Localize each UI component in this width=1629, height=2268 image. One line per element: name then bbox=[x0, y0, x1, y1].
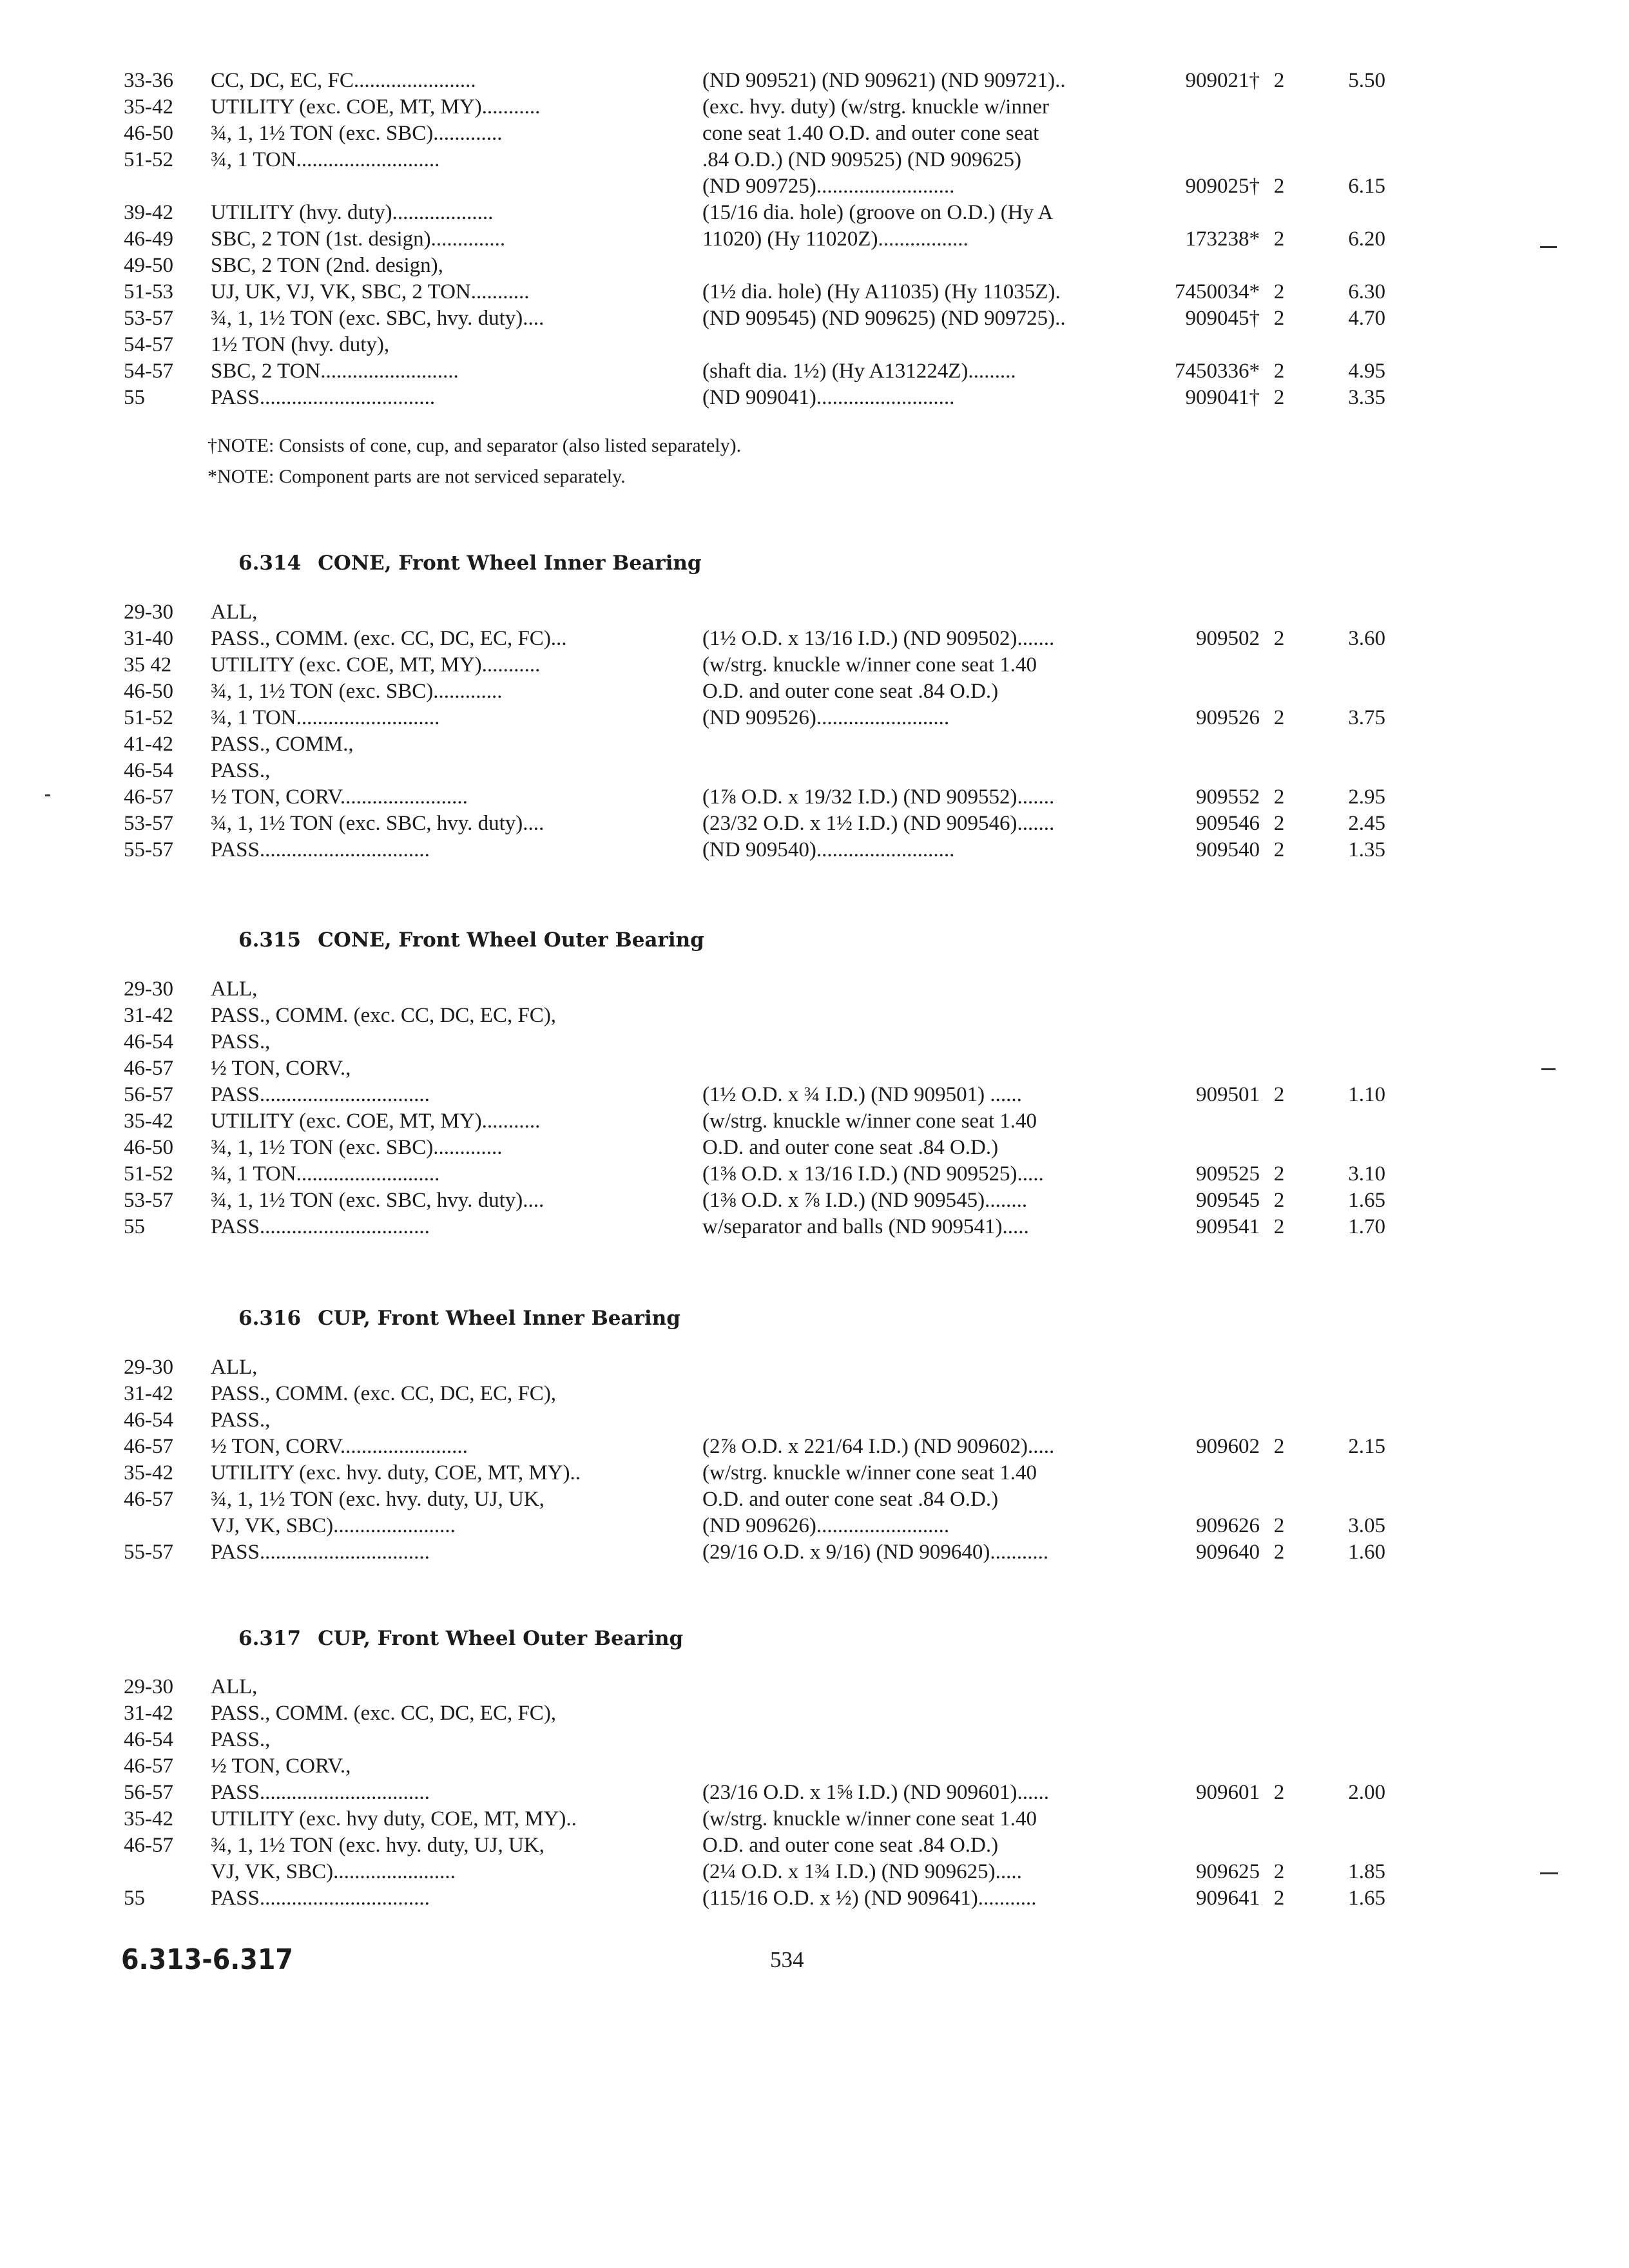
table-row bbox=[0, 1486, 1629, 1513]
model-cell: ½ TON, CORV., bbox=[211, 1754, 351, 1778]
model-cell: ¾, 1, 1½ TON (exc. hvy. duty, UJ, UK, bbox=[211, 1488, 545, 1511]
part-number: 909602 bbox=[1196, 1435, 1260, 1458]
parts-table-6-314 bbox=[0, 599, 1629, 863]
model-cell: ¾, 1, 1½ TON (exc. SBC, hvy. duty).... bbox=[211, 812, 545, 835]
quantity: 2 bbox=[1273, 838, 1285, 861]
parts-table-6-315 bbox=[0, 976, 1629, 1240]
year-range: 46-54 bbox=[124, 1728, 173, 1751]
model-cell: PASS................................. bbox=[211, 386, 436, 409]
year-range: 55 bbox=[124, 1887, 145, 1910]
description-cell: (w/strg. knuckle w/inner cone seat 1.40 bbox=[702, 1807, 1037, 1831]
model-cell: ¾, 1, 1½ TON (exc. hvy. duty, UJ, UK, bbox=[211, 1834, 545, 1857]
table-row bbox=[0, 758, 1629, 784]
year-range: 51-53 bbox=[124, 280, 173, 303]
table-notes bbox=[207, 430, 741, 492]
description-cell: .84 O.D.) (ND 909525) (ND 909625) bbox=[702, 148, 1021, 171]
model-cell: PASS................................ bbox=[211, 1083, 430, 1106]
year-range: 29-30 bbox=[124, 977, 173, 1001]
table-row bbox=[0, 1753, 1629, 1780]
part-number: 909045† bbox=[1185, 307, 1260, 330]
quantity: 2 bbox=[1273, 706, 1285, 729]
part-number: 909501 bbox=[1196, 1083, 1260, 1106]
description-cell: w/separator and balls (ND 909541)..... bbox=[702, 1215, 1029, 1238]
year-range: 46-50 bbox=[124, 1136, 173, 1159]
part-number: 7450034* bbox=[1175, 280, 1260, 303]
price: 5.50 bbox=[1348, 69, 1385, 92]
model-cell: PASS., bbox=[211, 1408, 271, 1432]
model-cell: ALL, bbox=[211, 601, 258, 624]
year-range: 46-50 bbox=[124, 122, 173, 145]
margin-mark bbox=[1540, 1872, 1558, 1874]
section-number: 6.317 bbox=[238, 1627, 302, 1650]
table-row bbox=[0, 1460, 1629, 1486]
model-cell: PASS., COMM. (exc. CC, DC, EC, FC), bbox=[211, 1004, 557, 1027]
year-range: 33-36 bbox=[124, 69, 173, 92]
table-row bbox=[0, 305, 1629, 332]
table-row bbox=[0, 1055, 1629, 1082]
part-number: 909552 bbox=[1196, 785, 1260, 809]
price: 2.95 bbox=[1348, 785, 1385, 809]
parts-table-6-317 bbox=[0, 1674, 1629, 1912]
section-header-6-315 bbox=[238, 928, 704, 952]
footer-section-range: 6.313-6.317 bbox=[121, 1943, 293, 1976]
price: 1.70 bbox=[1348, 1215, 1385, 1238]
table-row bbox=[0, 599, 1629, 626]
year-range: 31-42 bbox=[124, 1702, 173, 1725]
footer-page-number: 534 bbox=[770, 1947, 804, 1972]
part-number: 909625 bbox=[1196, 1860, 1260, 1883]
year-range: 46-50 bbox=[124, 680, 173, 703]
margin-mark bbox=[1541, 1068, 1556, 1070]
quantity: 2 bbox=[1273, 175, 1285, 198]
quantity: 2 bbox=[1273, 360, 1285, 383]
year-range: 56-57 bbox=[124, 1083, 173, 1106]
section-title: CONE, Front Wheel Inner Bearing bbox=[318, 552, 702, 575]
section-header-6-316 bbox=[238, 1307, 680, 1330]
part-number: 909546 bbox=[1196, 812, 1260, 835]
year-range: 31-42 bbox=[124, 1382, 173, 1405]
part-number: 909626 bbox=[1196, 1514, 1260, 1537]
table-row bbox=[0, 1885, 1629, 1912]
quantity: 2 bbox=[1273, 1162, 1285, 1186]
section-header-6-314 bbox=[238, 552, 702, 575]
year-range: 35-42 bbox=[124, 1461, 173, 1485]
description-cell: (2¼ O.D. x 1¾ I.D.) (ND 909625)..... bbox=[702, 1860, 1022, 1883]
table-row bbox=[0, 1700, 1629, 1727]
model-cell: PASS................................ bbox=[211, 1541, 430, 1564]
quantity: 2 bbox=[1273, 69, 1285, 92]
table-row bbox=[0, 1187, 1629, 1214]
description-cell: (1½ O.D. x 13/16 I.D.) (ND 909502)....... bbox=[702, 627, 1055, 650]
description-cell: cone seat 1.40 O.D. and outer cone seat bbox=[702, 122, 1039, 145]
year-range: 54-57 bbox=[124, 360, 173, 383]
part-number: 909541 bbox=[1196, 1215, 1260, 1238]
part-number: 909502 bbox=[1196, 627, 1260, 650]
description-cell: (29/16 O.D. x 9/16) (ND 909640)........... bbox=[702, 1541, 1049, 1564]
year-range: 35-42 bbox=[124, 1807, 173, 1831]
model-cell: PASS., COMM. (exc. CC, DC, EC, FC), bbox=[211, 1382, 557, 1405]
model-cell: ALL, bbox=[211, 1675, 258, 1698]
year-range: 29-30 bbox=[124, 1356, 173, 1379]
price: 6.20 bbox=[1348, 227, 1385, 251]
price: 1.85 bbox=[1348, 1860, 1385, 1883]
table-row bbox=[0, 173, 1629, 200]
table-row bbox=[0, 120, 1629, 147]
price: 2.15 bbox=[1348, 1435, 1385, 1458]
year-range: 56-57 bbox=[124, 1781, 173, 1804]
year-range: 53-57 bbox=[124, 307, 173, 330]
description-cell: (ND 909526)......................... bbox=[702, 706, 950, 729]
description-cell: (23/32 O.D. x 1½ I.D.) (ND 909546)....... bbox=[702, 812, 1055, 835]
table-row bbox=[0, 1003, 1629, 1029]
table-row bbox=[0, 678, 1629, 705]
table-row bbox=[0, 94, 1629, 120]
year-range: 35-42 bbox=[124, 95, 173, 119]
price: 3.60 bbox=[1348, 627, 1385, 650]
description-cell: (exc. hvy. duty) (w/strg. knuckle w/inner bbox=[702, 95, 1049, 119]
quantity: 2 bbox=[1273, 627, 1285, 650]
part-number: 909545 bbox=[1196, 1189, 1260, 1212]
year-range: 29-30 bbox=[124, 601, 173, 624]
table-row bbox=[0, 1214, 1629, 1240]
table-row bbox=[0, 1135, 1629, 1161]
model-cell: UJ, UK, VJ, VK, SBC, 2 TON........... bbox=[211, 280, 530, 303]
model-cell: ¾, 1 TON........................... bbox=[211, 148, 440, 171]
model-cell: ¾, 1, 1½ TON (exc. SBC)............. bbox=[211, 122, 503, 145]
section-header-6-317 bbox=[238, 1627, 683, 1650]
price: 1.60 bbox=[1348, 1541, 1385, 1564]
year-range: 46-57 bbox=[124, 1435, 173, 1458]
year-range: 51-52 bbox=[124, 148, 173, 171]
table-row bbox=[0, 626, 1629, 652]
description-cell: (115/16 O.D. x ½) (ND 909641)........... bbox=[702, 1887, 1037, 1910]
table-row bbox=[0, 1674, 1629, 1700]
description-cell: 11020) (Hy 11020Z)................. bbox=[702, 227, 969, 251]
table-row bbox=[0, 358, 1629, 385]
price: 1.10 bbox=[1348, 1083, 1385, 1106]
year-range: 51-52 bbox=[124, 706, 173, 729]
quantity: 2 bbox=[1273, 1083, 1285, 1106]
description-cell: (ND 909540).......................... bbox=[702, 838, 955, 861]
parts-table-6-316 bbox=[0, 1354, 1629, 1566]
model-cell: PASS., COMM., bbox=[211, 733, 354, 756]
description-cell: (15/16 dia. hole) (groove on O.D.) (Hy A bbox=[702, 201, 1054, 224]
note-consists: †NOTE: Consists of cone, cup, and separator (also listed separately). bbox=[207, 435, 742, 456]
quantity: 2 bbox=[1273, 280, 1285, 303]
table-row bbox=[0, 1029, 1629, 1055]
description-cell: (ND 909725).......................... bbox=[702, 175, 955, 198]
section-number: 6.316 bbox=[238, 1307, 302, 1330]
table-row bbox=[0, 279, 1629, 305]
model-cell: PASS................................ bbox=[211, 1887, 430, 1910]
part-number: 909540 bbox=[1196, 838, 1260, 861]
part-number: 909641 bbox=[1196, 1887, 1260, 1910]
table-row bbox=[0, 731, 1629, 758]
year-range: 41-42 bbox=[124, 733, 173, 756]
price: 3.10 bbox=[1348, 1162, 1385, 1186]
price: 2.00 bbox=[1348, 1781, 1385, 1804]
description-cell: O.D. and outer cone seat .84 O.D.) bbox=[702, 1136, 999, 1159]
description-cell: (1½ O.D. x ¾ I.D.) (ND 909501) ...... bbox=[702, 1083, 1022, 1106]
model-cell: PASS., bbox=[211, 1030, 271, 1053]
model-cell: UTILITY (exc. COE, MT, MY)........... bbox=[211, 1110, 541, 1133]
table-row bbox=[0, 1806, 1629, 1832]
description-cell: (ND 909521) (ND 909621) (ND 909721).. bbox=[702, 69, 1066, 92]
table-row bbox=[0, 1381, 1629, 1407]
model-cell: ½ TON, CORV........................ bbox=[211, 1435, 468, 1458]
model-cell: PASS................................ bbox=[211, 1215, 430, 1238]
margin-mark bbox=[45, 794, 50, 796]
model-cell: SBC, 2 TON (2nd. design), bbox=[211, 254, 443, 277]
price: 6.30 bbox=[1348, 280, 1385, 303]
table-row bbox=[0, 1539, 1629, 1566]
model-cell: ALL, bbox=[211, 1356, 258, 1379]
year-range: 35 42 bbox=[124, 653, 172, 677]
quantity: 2 bbox=[1273, 227, 1285, 251]
table-row bbox=[0, 1407, 1629, 1434]
model-cell: ¾, 1, 1½ TON (exc. SBC, hvy. duty).... bbox=[211, 1189, 545, 1212]
table-row bbox=[0, 976, 1629, 1003]
table-row bbox=[0, 837, 1629, 863]
model-cell: UTILITY (exc. COE, MT, MY)........... bbox=[211, 653, 541, 677]
year-range: 46-54 bbox=[124, 1030, 173, 1053]
part-number: 909025† bbox=[1185, 175, 1260, 198]
quantity: 2 bbox=[1273, 307, 1285, 330]
quantity: 2 bbox=[1273, 1189, 1285, 1212]
margin-mark bbox=[1540, 246, 1557, 248]
model-cell: PASS................................ bbox=[211, 1781, 430, 1804]
table-row bbox=[0, 705, 1629, 731]
year-range: 46-57 bbox=[124, 785, 173, 809]
year-range: 55-57 bbox=[124, 838, 173, 861]
table-row bbox=[0, 1434, 1629, 1460]
model-cell: SBC, 2 TON (1st. design).............. bbox=[211, 227, 506, 251]
quantity: 2 bbox=[1273, 785, 1285, 809]
model-cell: ¾, 1 TON........................... bbox=[211, 1162, 440, 1186]
quantity: 2 bbox=[1273, 1887, 1285, 1910]
model-cell: VJ, VK, SBC)....................... bbox=[211, 1514, 456, 1537]
year-range: 46-57 bbox=[124, 1754, 173, 1778]
part-number: 909021† bbox=[1185, 69, 1260, 92]
model-cell: ¾, 1 TON........................... bbox=[211, 706, 440, 729]
part-number: 909601 bbox=[1196, 1781, 1260, 1804]
year-range: 46-57 bbox=[124, 1057, 173, 1080]
description-cell: (shaft dia. 1½) (Hy A131224Z)......... bbox=[702, 360, 1016, 383]
price: 1.65 bbox=[1348, 1887, 1385, 1910]
description-cell: (ND 909041).......................... bbox=[702, 386, 955, 409]
description-cell: (w/strg. knuckle w/inner cone seat 1.40 bbox=[702, 1461, 1037, 1485]
description-cell: (2⅞ O.D. x 221/64 I.D.) (ND 909602)..... bbox=[702, 1435, 1055, 1458]
description-cell: (ND 909626)......................... bbox=[702, 1514, 950, 1537]
table-row bbox=[0, 1832, 1629, 1859]
price: 2.45 bbox=[1348, 812, 1385, 835]
table-row bbox=[0, 385, 1629, 411]
table-row bbox=[0, 68, 1629, 94]
part-number: 909526 bbox=[1196, 706, 1260, 729]
section-number: 6.315 bbox=[238, 928, 302, 952]
model-cell: UTILITY (exc. COE, MT, MY)........... bbox=[211, 95, 541, 119]
note-components: *NOTE: Component parts are not serviced separately. bbox=[207, 466, 626, 487]
section-number: 6.314 bbox=[238, 552, 302, 575]
table-row bbox=[0, 253, 1629, 279]
part-number: 7450336* bbox=[1175, 360, 1260, 383]
quantity: 2 bbox=[1273, 1514, 1285, 1537]
table-row bbox=[0, 147, 1629, 173]
price: 3.75 bbox=[1348, 706, 1385, 729]
price: 3.35 bbox=[1348, 386, 1385, 409]
continued-table-6-313 bbox=[0, 68, 1629, 411]
model-cell: UTILITY (exc. hvy. duty, COE, MT, MY).. bbox=[211, 1461, 581, 1485]
table-row bbox=[0, 1354, 1629, 1381]
year-range: 55 bbox=[124, 386, 145, 409]
model-cell: PASS., bbox=[211, 759, 271, 782]
model-cell: ¾, 1, 1½ TON (exc. SBC)............. bbox=[211, 1136, 503, 1159]
quantity: 2 bbox=[1273, 1215, 1285, 1238]
price: 1.65 bbox=[1348, 1189, 1385, 1212]
table-row bbox=[0, 784, 1629, 811]
description-cell: (1⅞ O.D. x 19/32 I.D.) (ND 909552)....... bbox=[702, 785, 1055, 809]
table-row bbox=[0, 1513, 1629, 1539]
quantity: 2 bbox=[1273, 1435, 1285, 1458]
year-range: 29-30 bbox=[124, 1675, 173, 1698]
table-row bbox=[0, 1780, 1629, 1806]
table-row bbox=[0, 1108, 1629, 1135]
year-range: 46-54 bbox=[124, 1408, 173, 1432]
year-range: 55 bbox=[124, 1215, 145, 1238]
year-range: 31-40 bbox=[124, 627, 173, 650]
quantity: 2 bbox=[1273, 812, 1285, 835]
year-range: 49-50 bbox=[124, 254, 173, 277]
model-cell: PASS................................ bbox=[211, 838, 430, 861]
description-cell: (w/strg. knuckle w/inner cone seat 1.40 bbox=[702, 1110, 1037, 1133]
part-number: 173238* bbox=[1185, 227, 1260, 251]
price: 4.70 bbox=[1348, 307, 1385, 330]
quantity: 2 bbox=[1273, 386, 1285, 409]
year-range: 31-42 bbox=[124, 1004, 173, 1027]
section-title: CONE, Front Wheel Outer Bearing bbox=[318, 928, 704, 952]
price: 3.05 bbox=[1348, 1514, 1385, 1537]
table-row bbox=[0, 1161, 1629, 1187]
year-range: 39-42 bbox=[124, 201, 173, 224]
description-cell: (23/16 O.D. x 1⅝ I.D.) (ND 909601)...... bbox=[702, 1781, 1050, 1804]
model-cell: UTILITY (exc. hvy duty, COE, MT, MY).. bbox=[211, 1807, 577, 1831]
table-row bbox=[0, 652, 1629, 678]
section-title: CUP, Front Wheel Inner Bearing bbox=[318, 1307, 680, 1330]
model-cell: CC, DC, EC, FC....................... bbox=[211, 69, 476, 92]
description-cell: O.D. and outer cone seat .84 O.D.) bbox=[702, 1488, 999, 1511]
model-cell: ½ TON, CORV........................ bbox=[211, 785, 468, 809]
year-range: 46-57 bbox=[124, 1834, 173, 1857]
price: 6.15 bbox=[1348, 175, 1385, 198]
table-row bbox=[0, 811, 1629, 837]
model-cell: ALL, bbox=[211, 977, 258, 1001]
year-range: 54-57 bbox=[124, 333, 173, 356]
year-range: 51-52 bbox=[124, 1162, 173, 1186]
year-range: 46-54 bbox=[124, 759, 173, 782]
year-range: 35-42 bbox=[124, 1110, 173, 1133]
model-cell: PASS., COMM. (exc. CC, DC, EC, FC), bbox=[211, 1702, 557, 1725]
table-row bbox=[0, 226, 1629, 253]
model-cell: ¾, 1, 1½ TON (exc. SBC, hvy. duty).... bbox=[211, 307, 545, 330]
table-row bbox=[0, 200, 1629, 226]
year-range: 46-57 bbox=[124, 1488, 173, 1511]
description-cell: (1⅜ O.D. x 13/16 I.D.) (ND 909525)..... bbox=[702, 1162, 1044, 1186]
price: 1.35 bbox=[1348, 838, 1385, 861]
year-range: 53-57 bbox=[124, 812, 173, 835]
model-cell: VJ, VK, SBC)....................... bbox=[211, 1860, 456, 1883]
table-row bbox=[0, 1727, 1629, 1753]
part-number: 909640 bbox=[1196, 1541, 1260, 1564]
year-range: 46-49 bbox=[124, 227, 173, 251]
part-number: 909041† bbox=[1185, 386, 1260, 409]
model-cell: ½ TON, CORV., bbox=[211, 1057, 351, 1080]
model-cell: PASS., bbox=[211, 1728, 271, 1751]
model-cell: ¾, 1, 1½ TON (exc. SBC)............. bbox=[211, 680, 503, 703]
description-cell: O.D. and outer cone seat .84 O.D.) bbox=[702, 680, 999, 703]
model-cell: PASS., COMM. (exc. CC, DC, EC, FC)... bbox=[211, 627, 567, 650]
year-range: 53-57 bbox=[124, 1189, 173, 1212]
price: 4.95 bbox=[1348, 360, 1385, 383]
description-cell: (w/strg. knuckle w/inner cone seat 1.40 bbox=[702, 653, 1037, 677]
table-row bbox=[0, 1082, 1629, 1108]
model-cell: UTILITY (hvy. duty)................... bbox=[211, 201, 494, 224]
quantity: 2 bbox=[1273, 1781, 1285, 1804]
description-cell: (1½ dia. hole) (Hy A11035) (Hy 11035Z). bbox=[702, 280, 1061, 303]
year-range: 55-57 bbox=[124, 1541, 173, 1564]
section-title: CUP, Front Wheel Outer Bearing bbox=[318, 1627, 684, 1650]
model-cell: SBC, 2 TON.......................... bbox=[211, 360, 459, 383]
table-row bbox=[0, 1859, 1629, 1885]
description-cell: (1⅜ O.D. x ⅞ I.D.) (ND 909545)........ bbox=[702, 1189, 1028, 1212]
quantity: 2 bbox=[1273, 1541, 1285, 1564]
description-cell: (ND 909545) (ND 909625) (ND 909725).. bbox=[702, 307, 1066, 330]
model-cell: 1½ TON (hvy. duty), bbox=[211, 333, 390, 356]
part-number: 909525 bbox=[1196, 1162, 1260, 1186]
table-row bbox=[0, 332, 1629, 358]
quantity: 2 bbox=[1273, 1860, 1285, 1883]
description-cell: O.D. and outer cone seat .84 O.D.) bbox=[702, 1834, 999, 1857]
